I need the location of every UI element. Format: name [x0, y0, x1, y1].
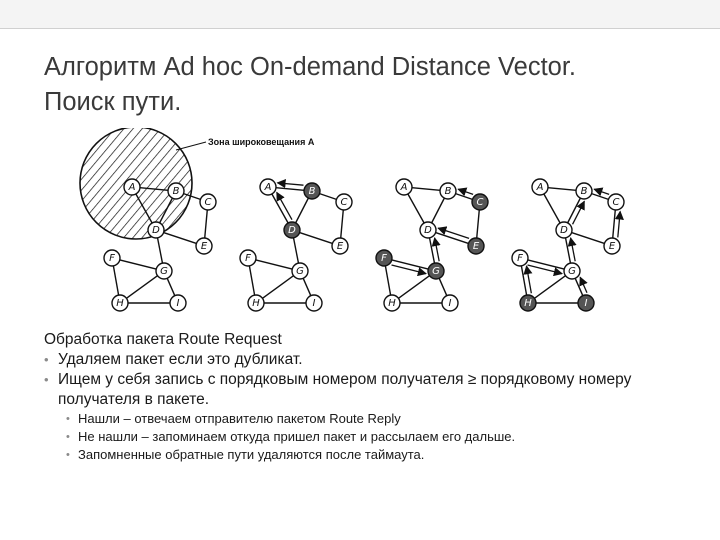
- edge-C-E: [613, 210, 616, 238]
- edge-F-H: [385, 266, 390, 295]
- node-label-H: H: [524, 298, 532, 309]
- edge-F-H: [521, 266, 526, 295]
- rreq-arrow-B-A: [277, 183, 303, 185]
- edge-C-E: [205, 210, 208, 238]
- node-label-I: I: [448, 298, 452, 309]
- broadcast-zone-label: Зона широковещания A: [208, 137, 315, 147]
- edge-F-G: [392, 260, 428, 269]
- node-label-D: D: [424, 225, 432, 236]
- bullet-item: [44, 350, 684, 370]
- edge-G-H: [534, 276, 565, 299]
- rreq-arrow-C-B: [458, 189, 473, 194]
- node-label-C: C: [476, 197, 484, 208]
- node-label-D: D: [152, 225, 160, 236]
- node-label-F: F: [517, 253, 523, 264]
- node-label-F: F: [381, 253, 387, 264]
- edge-F-G: [528, 260, 564, 269]
- edge-G-H: [126, 276, 157, 299]
- edge-D-G: [566, 238, 571, 263]
- node-label-E: E: [472, 241, 480, 252]
- edge-A-B: [276, 188, 304, 191]
- sub-bullet-item: [44, 428, 684, 446]
- node-label-E: E: [200, 241, 208, 252]
- node-label-H: H: [252, 298, 260, 309]
- node-label-I: I: [176, 298, 180, 309]
- rreq-arrow-F-G: [528, 265, 563, 274]
- bullet-text: Удаляем пакет если это дубликат.: [58, 351, 303, 368]
- edge-F-H: [113, 266, 118, 295]
- edge-C-E: [341, 210, 344, 238]
- node-label-E: E: [336, 241, 344, 252]
- node-label-B: B: [580, 186, 588, 197]
- rreq-arrow-H-F: [526, 266, 531, 293]
- edge-G-I: [167, 278, 175, 295]
- slide-title-line-1: Алгоритм Ad hoc On-demand Distance Vector.: [44, 53, 577, 81]
- rreq-arrow-C-B: [594, 189, 609, 194]
- node-label-G: G: [568, 266, 576, 277]
- edge-B-D: [296, 198, 309, 223]
- aodv-route-discovery-figure: [60, 128, 660, 324]
- node-label-A: A: [128, 182, 136, 193]
- edge-A-D: [544, 194, 560, 223]
- top-divider: [0, 28, 720, 29]
- edge-B-C: [456, 194, 473, 200]
- edge-C-E: [477, 210, 480, 238]
- sub-bullet-text: Нашли – отвечаем отправителю пакетом Route Reply: [78, 411, 401, 426]
- edge-D-E: [436, 233, 469, 244]
- node-label-C: C: [340, 197, 348, 208]
- bullet-text: Ищем у себя запись с порядковым номером получателя ≥ порядковому номеру получателя в пакете.: [58, 371, 632, 408]
- edge-F-G: [120, 260, 156, 269]
- edge-D-E: [300, 233, 333, 244]
- rreq-arrow-E-D: [438, 228, 469, 238]
- bullet-dot-icon: •: [44, 352, 49, 367]
- edge-F-H: [249, 266, 254, 295]
- edge-G-H: [262, 276, 293, 299]
- rreq-arrow-F-G: [392, 265, 427, 274]
- edge-D-G: [294, 238, 299, 263]
- rreq-arrow-D-B: [573, 201, 585, 224]
- slide-title: [44, 50, 694, 120]
- node-label-D: D: [288, 225, 296, 236]
- edge-G-H: [398, 276, 429, 299]
- sub-bullet-text: Не нашли – запоминаем откуда пришел пакет и рассылаем его дальше.: [78, 429, 516, 444]
- edge-B-D: [568, 198, 581, 223]
- node-label-I: I: [312, 298, 316, 309]
- node-label-B: B: [308, 186, 316, 197]
- edge-G-I: [439, 278, 447, 295]
- node-label-C: C: [612, 197, 620, 208]
- edge-G-I: [303, 278, 311, 295]
- bullet-dot-icon: •: [66, 413, 70, 425]
- bullet-dot-icon: •: [66, 449, 70, 461]
- edge-B-D: [432, 198, 445, 223]
- node-label-B: B: [444, 186, 452, 197]
- node-label-H: H: [388, 298, 396, 309]
- scene-2: [240, 179, 352, 311]
- node-label-C: C: [204, 197, 212, 208]
- sub-bullet-item: [44, 410, 684, 428]
- node-label-A: A: [264, 182, 272, 193]
- edge-A-B: [548, 188, 576, 191]
- edge-D-E: [164, 233, 197, 244]
- node-label-F: F: [109, 253, 115, 264]
- slide-title-line-2: Поиск пути.: [44, 88, 182, 116]
- node-label-E: E: [608, 241, 616, 252]
- node-label-A: A: [400, 182, 408, 193]
- node-label-H: H: [116, 298, 124, 309]
- node-label-I: I: [584, 298, 588, 309]
- body-text: [44, 330, 684, 464]
- edge-D-G: [158, 238, 163, 263]
- sub-bullet-item: [44, 446, 684, 464]
- rreq-arrow-E-C: [618, 211, 620, 237]
- node-label-F: F: [245, 253, 251, 264]
- edge-D-G: [430, 238, 435, 263]
- edge-A-D: [408, 194, 424, 223]
- zone-label-leader-line: [176, 142, 206, 150]
- scene-4: [512, 179, 624, 311]
- scene-1: [80, 128, 315, 311]
- lead-text: Обработка пакета Route Request: [44, 331, 282, 348]
- scene-3: [376, 179, 488, 311]
- edge-A-B: [412, 188, 440, 191]
- node-label-G: G: [432, 266, 440, 277]
- top-bar: [0, 0, 720, 28]
- rreq-arrow-G-D: [435, 238, 440, 261]
- bullet-dot-icon: •: [66, 431, 70, 443]
- node-label-G: G: [160, 266, 168, 277]
- edge-B-C: [592, 194, 609, 200]
- edge-D-E: [572, 233, 605, 244]
- edge-B-C: [320, 194, 337, 200]
- bullet-item: [44, 370, 684, 410]
- node-label-A: A: [536, 182, 544, 193]
- rreq-arrow-G-D: [571, 238, 576, 261]
- node-label-B: B: [172, 186, 180, 197]
- sub-bullet-text: Запомненные обратные пути удаляются после таймаута.: [78, 447, 425, 462]
- edge-F-G: [256, 260, 292, 269]
- bullet-dot-icon: •: [44, 372, 49, 387]
- node-label-G: G: [296, 266, 304, 277]
- node-label-D: D: [560, 225, 568, 236]
